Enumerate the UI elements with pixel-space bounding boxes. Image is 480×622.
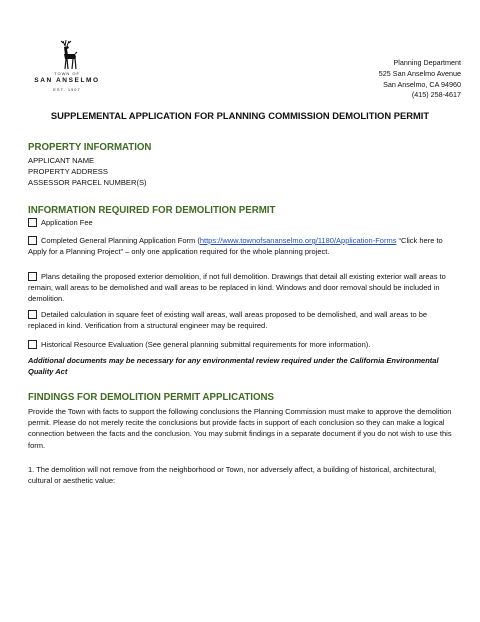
checklist-label: Detailed calculation in square feet of existing wall areas, wall areas proposed to be demolished, and wall areas to be replaced in kind. Verification from a structural engineer may be required.: [28, 310, 428, 331]
checkbox[interactable]: [28, 218, 37, 227]
checklist-item-application-form: [28, 235, 456, 257]
address-line: San Anselmo, CA 94960: [383, 79, 461, 89]
property-info-heading: PROPERTY INFORMATION: [28, 142, 152, 153]
checklist-label: Historical Resource Evaluation (See general planning submittal requirements for more information).: [41, 340, 371, 349]
address-line: 525 San Anselmo Avenue: [378, 68, 461, 78]
checklist-item-wall-calculation: [28, 309, 456, 331]
checkbox[interactable]: [28, 236, 37, 245]
town-logo: [24, 40, 110, 100]
checkbox[interactable]: [28, 340, 37, 349]
findings-intro: Provide the Town with facts to support the following conclusions the Planning Commission must make to approve the demolition permit. Please do not merely recite the conclusions but provide facts in support of each conclusion so they can make a logical connection between the facts and the conclusion. You may submit findings in a separate document if you do not wish to use this form.: [28, 407, 452, 450]
address-line: (415) 258-4617: [411, 90, 461, 100]
checklist-label-continued: “Click here to Apply for a Planning Project” – only one application required for the whole planning project.: [28, 236, 443, 257]
deer-icon: [58, 40, 78, 70]
logo-town-of: TOWN OF: [54, 71, 80, 76]
logo-established: EST. 1907: [53, 87, 81, 92]
finding-1: 1. The demolition will not remove from the neighborhood or Town, nor adversely affect, a building of historical, architectural, cultural or aesthetic value:: [28, 465, 437, 486]
parcel-number-label: ASSESSOR PARCEL NUMBER(S): [28, 178, 147, 188]
property-info-fields: [28, 155, 147, 189]
applicant-name-label: APPLICANT NAME: [28, 156, 95, 165]
environmental-review-note: Additional documents may be necessary for any environmental review required under the California Environmental Quality Act: [28, 356, 439, 377]
page-title: SUPPLEMENTAL APPLICATION FOR PLANNING COMMISSION DEMOLITION PERMIT: [50, 110, 430, 121]
checkbox[interactable]: [28, 272, 37, 281]
address-line: Planning Department: [393, 58, 461, 67]
checklist-item-historical-evaluation: [28, 339, 456, 350]
checklist-item-demolition-plans: [28, 271, 456, 305]
logo-town-name: SAN ANSELMO: [34, 77, 100, 84]
checklist-label: Plans detailing the proposed exterior demolition, if not full demolition. Drawings that detail all existing exterior wall areas to remain, wall areas to be demolished and wall areas to be replaced in kind. Windows and door removal should be included in demolition.: [28, 272, 446, 304]
checklist-label: Completed General Planning Application Form (: [41, 236, 200, 245]
application-forms-link[interactable]: https://www.townofsananselmo.org/1180/Application-Forms: [199, 236, 397, 245]
property-address-label: PROPERTY ADDRESS: [28, 167, 108, 177]
department-address: [379, 58, 461, 101]
checklist-label: Application Fee: [41, 218, 93, 227]
info-required-heading: INFORMATION REQUIRED FOR DEMOLITION PERMIT: [28, 205, 276, 216]
checklist-item-application-fee: [28, 217, 456, 228]
findings-heading: FINDINGS FOR DEMOLITION PERMIT APPLICATIONS: [28, 392, 274, 403]
checkbox[interactable]: [28, 310, 37, 319]
